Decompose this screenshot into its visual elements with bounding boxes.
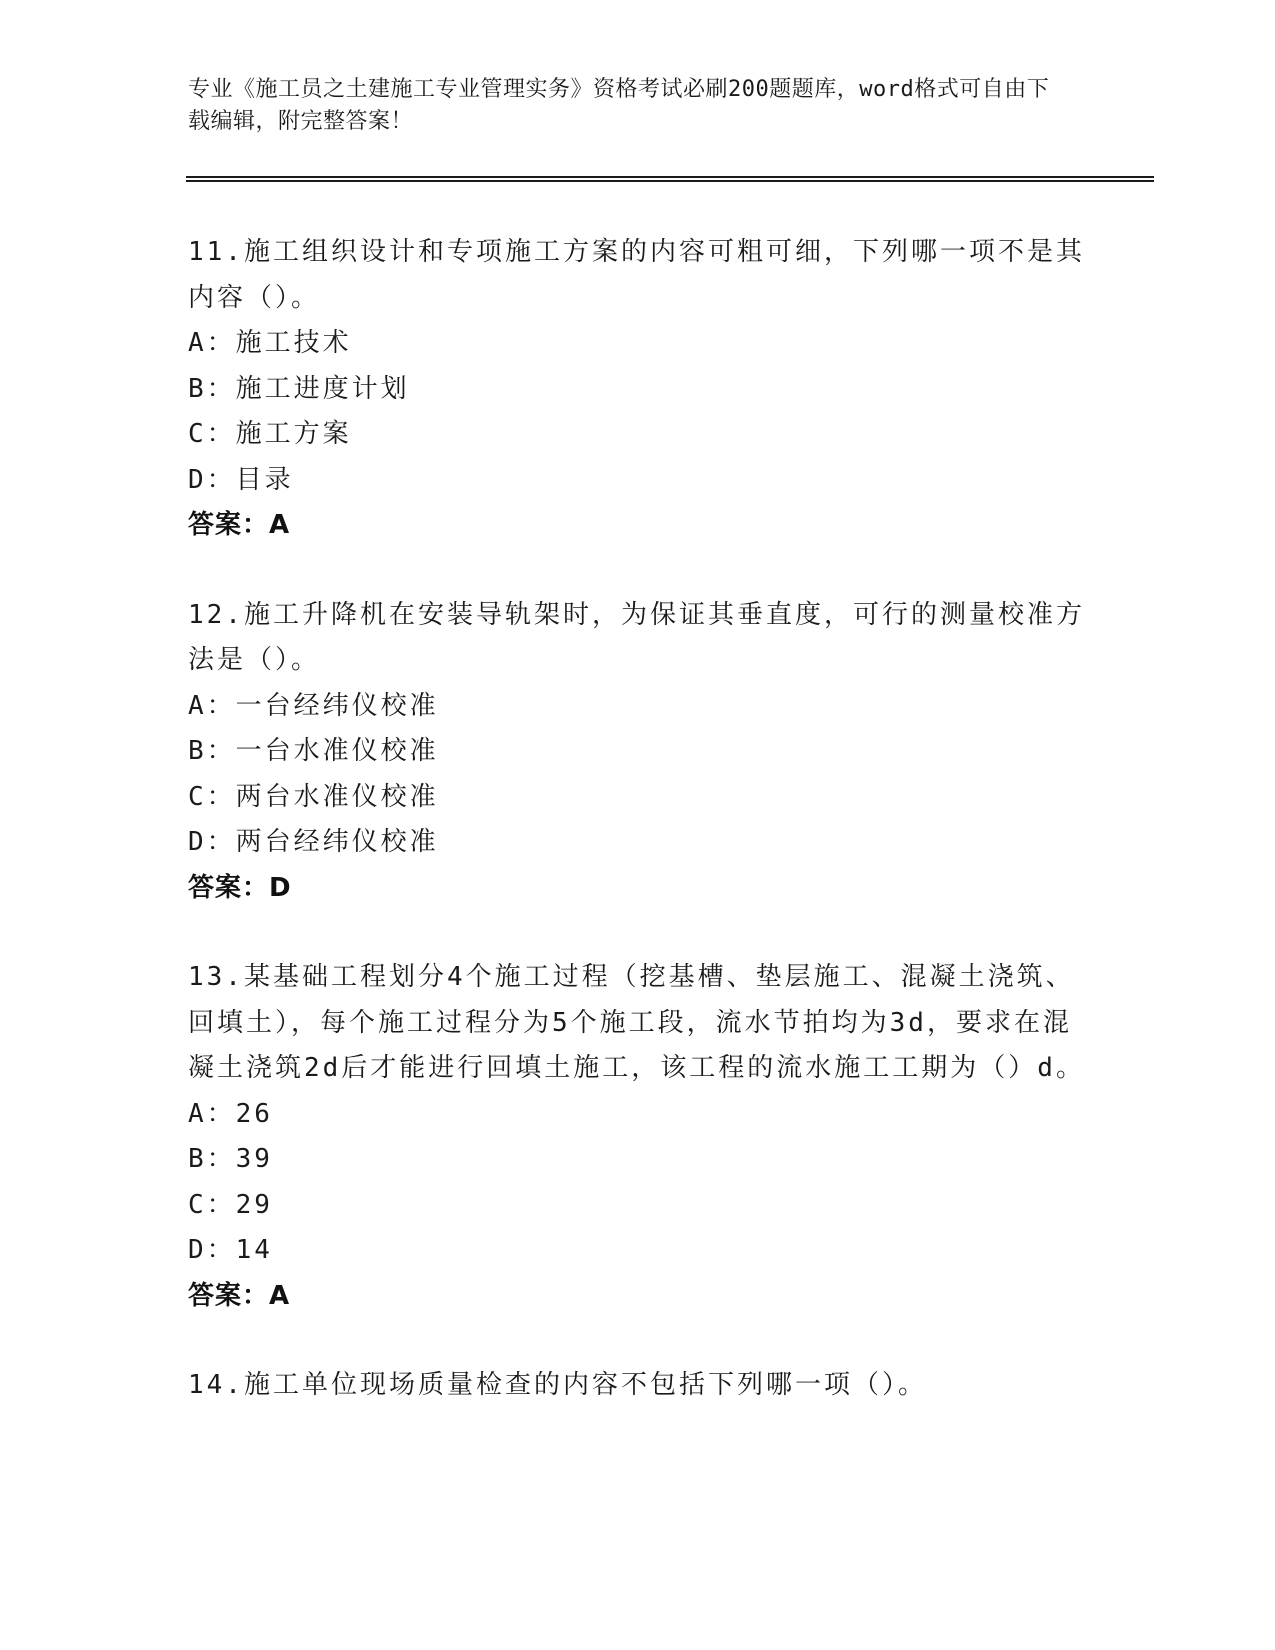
question-list (188, 230, 1088, 1453)
header-divider (186, 176, 1154, 182)
question-14 (188, 1363, 1088, 1409)
question-stem: 14.施工单位现场质量检查的内容不包括下列哪一项（）。 (188, 1370, 927, 1400)
option-b: B：一台水准仪校准 (188, 736, 439, 766)
document-header: 专业《施工员之土建施工专业管理实务》资格考试必刷200题题库，word格式可自由下载编辑，附完整答案！ (188, 77, 1050, 134)
answer-line (188, 503, 1088, 549)
question-stem: 12.施工升降机在安装导轨架时，为保证其垂直度，可行的测量校准方法是（）。 (188, 599, 1085, 675)
option-d: D：目录 (188, 464, 294, 495)
option-d: D：14 (188, 1235, 273, 1265)
option-d: D：两台经纬仪校准 (188, 827, 439, 857)
question-12 (188, 593, 1088, 912)
question-13 (188, 955, 1088, 1319)
option-a: A：施工技术 (188, 328, 352, 358)
answer-line (188, 1274, 1088, 1320)
answer-line (188, 866, 1088, 912)
option-c: C：29 (188, 1189, 273, 1220)
option-b: B：施工进度计划 (188, 373, 410, 404)
question-stem: 11.施工组织设计和专项施工方案的内容可粗可细，下列哪一项不是其内容（）。 (188, 237, 1085, 313)
option-b: B：39 (188, 1144, 273, 1174)
option-a: A：26 (188, 1098, 273, 1129)
question-11 (188, 230, 1088, 549)
answer-value: A (269, 510, 291, 540)
question-stem: 13.某基础工程划分4个施工过程（挖基槽、垫层施工、混凝土浇筑、回填土），每个施工过程分为5个施工段，流水节拍均为3d，要求在混凝土浇筑2d后才能进行回填土施工，该工程的流水施工工期为（）d。 (188, 962, 1085, 1083)
answer-value: A (269, 1280, 291, 1311)
answer-label: 答案： (188, 872, 270, 903)
option-c: C：施工方案 (188, 419, 352, 449)
answer-label: 答案： (188, 510, 270, 540)
option-a: A：一台经纬仪校准 (188, 690, 439, 721)
option-c: C：两台水准仪校准 (188, 781, 439, 812)
answer-label: 答案： (188, 1280, 270, 1311)
answer-value: D (269, 872, 292, 903)
